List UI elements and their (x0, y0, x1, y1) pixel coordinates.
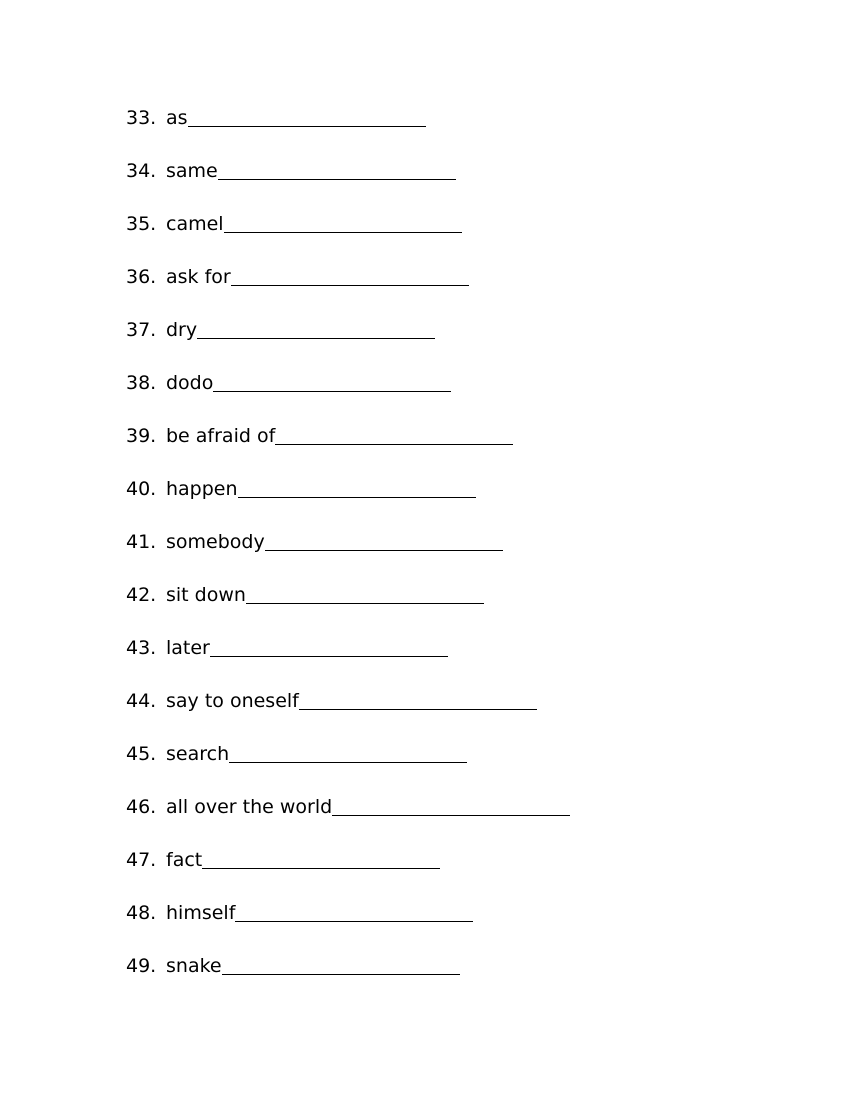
item-number: 34. (126, 160, 157, 182)
item-number: 49. (126, 955, 157, 977)
item-term: all over the world (166, 796, 333, 818)
item-number: 48. (126, 902, 157, 924)
list-item (126, 636, 570, 689)
item-number: 38. (126, 372, 157, 394)
list-item (126, 954, 570, 1007)
item-number: 37. (126, 319, 157, 341)
answer-blank[interactable] (188, 106, 426, 127)
item-number: 40. (126, 478, 157, 500)
list-item (126, 212, 570, 265)
answer-blank[interactable] (218, 159, 456, 180)
item-term: dodo (166, 372, 214, 394)
item-number: 45. (126, 743, 157, 765)
list-item (126, 530, 570, 583)
item-term: be afraid of (166, 425, 276, 447)
vocabulary-list (126, 106, 570, 1007)
item-number: 46. (126, 796, 157, 818)
answer-blank[interactable] (235, 901, 473, 922)
list-item (126, 159, 570, 212)
item-term: fact (166, 849, 203, 871)
answer-blank[interactable] (229, 742, 467, 763)
list-item (126, 424, 570, 477)
answer-blank[interactable] (222, 954, 460, 975)
item-term: happen (166, 478, 238, 500)
answer-blank[interactable] (202, 848, 440, 869)
list-item (126, 583, 570, 636)
list-item (126, 265, 570, 318)
item-term: sit down (166, 584, 246, 606)
item-term: somebody (166, 531, 265, 553)
list-item (126, 477, 570, 530)
item-term: same (166, 160, 218, 182)
list-item (126, 742, 570, 795)
item-number: 33. (126, 107, 157, 129)
answer-blank[interactable] (231, 265, 469, 286)
answer-blank[interactable] (238, 477, 476, 498)
list-item (126, 318, 570, 371)
item-term: ask for (166, 266, 231, 288)
list-item (126, 106, 570, 159)
item-number: 36. (126, 266, 157, 288)
list-item (126, 795, 570, 848)
item-term: camel (166, 213, 224, 235)
answer-blank[interactable] (299, 689, 537, 710)
answer-blank[interactable] (210, 636, 448, 657)
item-term: snake (166, 955, 222, 977)
item-term: say to oneself (166, 690, 299, 712)
list-item (126, 901, 570, 954)
item-term: dry (166, 319, 198, 341)
item-number: 42. (126, 584, 157, 606)
item-number: 44. (126, 690, 157, 712)
item-term: himself (166, 902, 236, 924)
item-number: 43. (126, 637, 157, 659)
list-item (126, 371, 570, 424)
answer-blank[interactable] (213, 371, 451, 392)
answer-blank[interactable] (197, 318, 435, 339)
item-term: as (166, 107, 188, 129)
item-number: 47. (126, 849, 157, 871)
list-item (126, 689, 570, 742)
list-item (126, 848, 570, 901)
item-number: 39. (126, 425, 157, 447)
answer-blank[interactable] (332, 795, 570, 816)
answer-blank[interactable] (246, 583, 484, 604)
answer-blank[interactable] (224, 212, 462, 233)
item-number: 35. (126, 213, 157, 235)
answer-blank[interactable] (275, 424, 513, 445)
item-term: later (166, 637, 210, 659)
item-term: search (166, 743, 230, 765)
answer-blank[interactable] (265, 530, 503, 551)
item-number: 41. (126, 531, 157, 553)
